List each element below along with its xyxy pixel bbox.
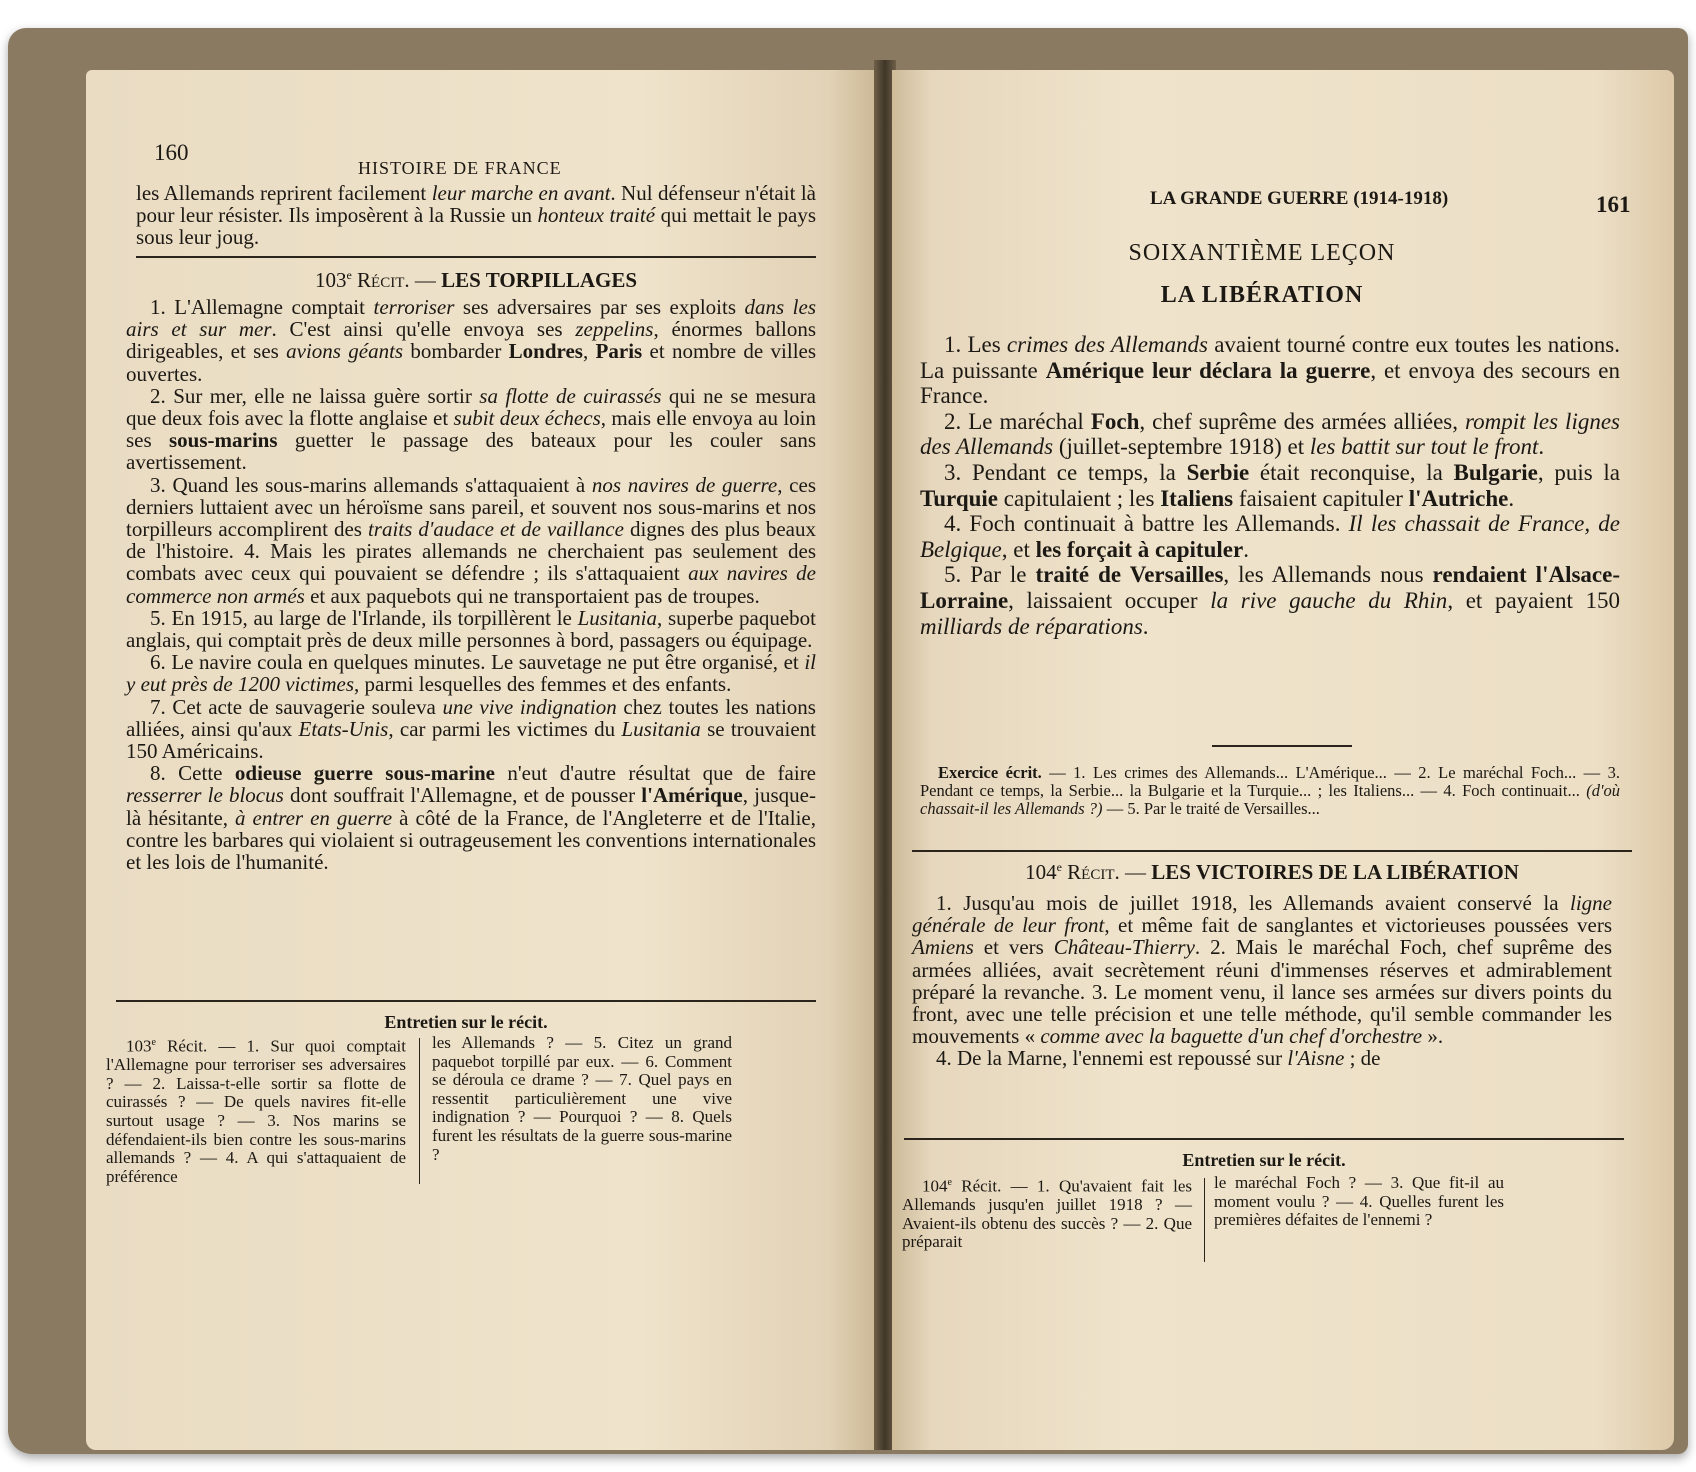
left-entretien-col2-segment: les Allemands ? — 5. Citez un grand paquebot torpillé par eux. — 6. Comment se déroula ce drame ? — 7. Quel pays en ressentit particulièrement une vive indignation ? — Pourquoi ? — 8. Quels furent les résultats de la guerre sous-marine ?	[432, 1033, 732, 1164]
right-rule-3	[904, 1138, 1624, 1140]
lesson-summary-paragraph-3	[920, 460, 1620, 511]
right-entretien-col1-segment: e	[947, 1177, 952, 1188]
lesson-summary-segment: .	[1508, 485, 1515, 511]
lesson-summary-segment: .	[1142, 613, 1149, 639]
exercice-ecrit-segment: — 5. Par le traité de Versailles...	[1102, 799, 1320, 818]
recit-103-segment: aux navires de commerce non armés	[126, 561, 816, 608]
lesson-title: SOIXANTIÈME LEÇON	[1128, 240, 1396, 266]
recit-103-segment: guetter le passage des bateaux pour les couler sans avertissement.	[126, 428, 816, 475]
exercice-ecrit-segment: (d'où chassait-il les Allemands ?)	[920, 781, 1620, 818]
recit-103-segment: dignes des plus beaux de l'histoire. 4. Mais les pirates allemands ne cherchaient pas seulement des combats avec ceux qui pouvaient se défendre ; ils s'attaquaient	[126, 517, 816, 586]
right-page-number: 161	[1596, 192, 1631, 217]
recit-103-segment: , mais elle envoya au loin ses	[126, 406, 816, 453]
recit-104-paragraph-2	[912, 1047, 1612, 1069]
right-entretien-col1-segment: 104	[922, 1176, 948, 1196]
recit-104-segment: ligne générale de leur front	[912, 891, 1612, 938]
lesson-summary-segment: la rive gauche du Rhin	[1210, 587, 1448, 613]
lesson-summary-paragraph-4	[920, 511, 1620, 562]
lesson-summary-segment: 2. Le maréchal	[944, 408, 1091, 434]
recit-103-paragraph-1	[126, 296, 816, 385]
recit-103-segment: Londres	[508, 339, 583, 364]
recit-103-segment: 1. L'Allemagne comptait	[150, 295, 374, 319]
recit-103-segment: Lusitania	[621, 716, 701, 741]
recit-104-segment: . 2. Mais le maréchal Foch, chef suprême des armées alliées, avait secrètement réuni d'immenses réserves et admirablement préparé la revanche. 3. Le moment venu, il lance ses armées sur divers points du front, avec une telle précision et une telle méthode, qu'il semble commander les mouvements «	[912, 935, 1612, 1049]
recit-103-segment: ,	[582, 339, 596, 364]
recit-103-segment: n'eut d'autre résultat que de faire	[494, 761, 817, 786]
left-intro-text-segment: les Allemands reprirent facilement	[136, 181, 432, 205]
recit-103-segment: et nombre de villes ouvertes.	[126, 339, 817, 386]
recit-103-segment: et aux paquebots qui ne transportaient pas de troupes.	[304, 583, 760, 608]
recit-104-segment: l'Aisne	[1287, 1046, 1345, 1071]
recit-103-sup: e	[346, 268, 352, 282]
left-page-number: 160	[154, 140, 189, 165]
recit-103-segment: une vive indignation	[442, 694, 617, 719]
right-entretien-col1-segment: Récit. — 1. Qu'avaient fait les Allemands jusqu'en juillet 1918 ? — Avaient-ils obtenu des succès ? — 2. Que préparait	[902, 1176, 1192, 1252]
left-entretien-col1-segment: 103	[126, 1036, 152, 1056]
recit-103-segment: dont souffrait l'Allemagne, et de pousser	[283, 783, 642, 808]
recit-104-segment: Amiens	[912, 935, 974, 960]
lesson-summary-segment: 5. Par le	[944, 562, 1036, 588]
recit-103-segment: subit deux échecs	[453, 406, 601, 431]
recit-103-segment: à entrer en guerre	[235, 805, 393, 830]
recit-104-segment: 1. Jusqu'au mois de juillet 1918, les Allemands avaient conservé la	[936, 891, 1570, 915]
lesson-summary-segment: milliards de réparations	[920, 613, 1143, 639]
left-entretien-col1	[106, 1034, 406, 1186]
recit-104-segment: , et même fait de sanglantes et victorieuses poussées vers	[1104, 913, 1612, 938]
lesson-summary-paragraph-2	[920, 409, 1620, 460]
recit-103-segment: , car parmi les victimes du	[388, 716, 622, 741]
recit-103-segment: . C'est ainsi qu'elle envoya ses	[271, 317, 576, 342]
left-intro-text	[136, 182, 816, 249]
lesson-summary-segment: Bulgarie	[1453, 459, 1538, 485]
recit-103-segment: 3. Quand les sous-marins allemands s'attaquaient à	[150, 472, 592, 497]
recit-103-word: Récit. —	[357, 268, 442, 292]
recit-104-segment: ».	[1422, 1024, 1444, 1049]
recit-103-segment: se trouvaient 150 Américains.	[126, 716, 816, 764]
recit-103-number: 103	[314, 268, 347, 292]
right-short-rule	[1212, 745, 1352, 747]
exercice-ecrit-segment: — 1. Les crimes des Allemands... L'Amérique... — 2. Le maréchal Foch... — 3. Pendant ce temps, la Serbie... la Bulgarie et la Turquie... ; les Italiens... — 4. Foch continuait...	[920, 763, 1620, 800]
recit-104-heading	[912, 860, 1632, 885]
recit-103-segment: qui ne se mesura que deux fois avec la flotte anglaise et	[126, 383, 816, 431]
recit-104-segment: Château-Thierry	[1053, 935, 1195, 960]
lesson-summary-segment: rompit les lignes des Allemands	[920, 408, 1621, 460]
left-intro-text-segment: qui mettait le pays sous leur joug.	[136, 203, 816, 250]
lesson-summary-segment: (juillet-septembre 1918) et	[1053, 434, 1310, 460]
lesson-summary-segment: , chef suprême des armées alliées,	[1139, 408, 1465, 434]
lesson-summary-segment: Foch	[1090, 408, 1140, 434]
recit-103-segment: terroriser	[373, 295, 455, 319]
recit-103-segment: chez toutes les nations alliées, ainsi qu'aux	[126, 694, 816, 741]
recit-103-segment: ses adversaires par ses exploits	[454, 295, 745, 319]
recit-103-segment: , ces derniers luttaient avec un héroïsme sans pareil, et souvent nos sous-marins et nos torpilleurs accomplirent des	[126, 472, 816, 542]
recit-103-segment: Lusitania	[577, 605, 657, 630]
left-entretien-col1-segment: e	[151, 1037, 156, 1048]
lesson-summary-segment: 4. Foch continuait à battre les Allemands.	[944, 511, 1349, 537]
left-entretien-title: Entretien sur le récit.	[384, 1012, 548, 1032]
recit-103-segment: , superbe paquebot anglais, qui comptait près de deux mille personnes à bord, passagers ou équipage.	[126, 605, 816, 653]
recit-103-segment: Paris	[595, 339, 643, 364]
recit-103-segment: dans les airs et sur mer	[126, 295, 817, 342]
right-page	[892, 70, 1674, 1450]
recit-103-segment: , jusque-là hésitante,	[126, 783, 816, 830]
recit-103-segment: sous-marins	[169, 428, 278, 453]
recit-103-segment: , énormes ballons dirigeables, et ses	[126, 317, 816, 364]
lesson-summary-segment: , et	[1001, 536, 1036, 562]
recit-104-title: LES VICTOIRES DE LA LIBÉRATION	[1151, 860, 1519, 884]
lesson-summary-segment: Amérique leur déclara la guerre	[1045, 357, 1371, 383]
lesson-summary-segment: , puis la	[1537, 459, 1620, 485]
lesson-summary-segment: , et envoya des secours en France.	[920, 357, 1620, 409]
recit-104-segment: et vers	[973, 935, 1054, 960]
right-running-title: LA GRANDE GUERRE (1914-1918)	[1150, 188, 1449, 209]
lesson-summary-segment: faisaient capituler	[1233, 485, 1409, 511]
recit-103-segment: nos navires de guerre	[591, 472, 778, 497]
left-entretien-divider	[419, 1038, 420, 1184]
lesson-summary-segment: capitulaient ; les	[998, 485, 1161, 511]
lesson-summary-segment: 3. Pendant ce temps, la	[944, 459, 1187, 485]
recit-103-paragraph-2	[126, 385, 816, 474]
lesson-summary-segment: , laissaient occuper	[1008, 587, 1211, 613]
recit-103-segment: resserrer le blocus	[126, 783, 284, 808]
right-entretien-title: Entretien sur le récit.	[1182, 1150, 1346, 1170]
recit-104-segment: 4. De la Marne, l'ennemi est repoussé sur	[936, 1046, 1288, 1071]
lesson-summary-segment: l'Autriche	[1408, 485, 1509, 511]
left-entretien-col1-segment: Récit. — 1. Sur quoi comptait l'Allemagne pour terroriser ses adversaires ? — 2. Laissa-t-elle sortir sa flotte de cuirassés ? — De quels navires fit-elle surtout usage ? — 3. Nos marins se défendaient-ils bien contre les sous-marins allemands ? — 4. A qui s'attaquaient de préférence	[106, 1036, 406, 1186]
lesson-summary-segment: avaient tourné contre eux toutes les nations. La puissante	[920, 332, 1620, 383]
lesson-summary-segment: les battit sur tout le front	[1309, 434, 1539, 460]
recit-103-segment: Etats-Unis	[298, 716, 389, 741]
lesson-summary-segment: était reconquise, la	[1249, 459, 1454, 485]
lesson-summary-paragraph-1	[920, 332, 1620, 409]
lesson-summary-segment: rendaient l'Alsace-Lorraine	[920, 562, 1620, 613]
recit-103-heading	[136, 268, 816, 293]
right-rule-2	[912, 850, 1632, 852]
lesson-summary-segment: .	[1243, 536, 1249, 562]
recit-103-segment: l'Amérique	[641, 783, 743, 808]
left-intro-text-segment: leur marche en avant	[431, 181, 611, 205]
left-rule-1	[136, 256, 816, 258]
exercice-ecrit-segment: Exercice écrit.	[938, 763, 1042, 782]
left-intro-text-segment: honteux traité	[537, 203, 656, 228]
lesson-summary	[920, 332, 1620, 639]
recit-103-segment: , parmi lesquelles des femmes et des enfants.	[354, 672, 732, 697]
left-intro-text-segment: . Nul défenseur n'était là pour leur résister. Ils imposèrent à la Russie un	[136, 181, 816, 228]
recit-104-segment: comme avec la baguette d'un chef d'orchestre	[1040, 1024, 1423, 1049]
recit-103-body	[126, 296, 816, 873]
lesson-summary-segment: .	[1538, 434, 1545, 460]
recit-103-segment: zeppelins	[575, 317, 654, 342]
recit-103-paragraph-7	[126, 762, 816, 873]
lesson-summary-segment: , et payaient 150	[1447, 587, 1620, 613]
recit-104-sup: e	[1056, 860, 1062, 874]
right-entretien-col2-segment: le maréchal Foch ? — 3. Que fit-il au moment voulu ? — 4. Quelles furent les premières défaites de l'ennemi ?	[1214, 1173, 1504, 1230]
left-running-title: HISTOIRE DE FRANCE	[358, 158, 562, 178]
recit-103-paragraph-3	[126, 474, 816, 607]
lesson-summary-segment: , les Allemands nous	[1223, 562, 1433, 588]
recit-103-segment: à côté de la France, de l'Angleterre et de l'Italie, contre les barbares qui violaient si outrageusement les conventions internationales et les lois de l'humanité.	[126, 805, 816, 875]
recit-103-paragraph-6	[126, 696, 816, 763]
recit-103-segment: 2. Sur mer, elle ne laissa guère sortir	[150, 383, 480, 408]
recit-103-segment: bombarder	[403, 339, 509, 364]
recit-103-segment: odieuse guerre sous-marine	[234, 761, 495, 786]
left-page	[86, 70, 876, 1450]
lesson-subtitle: LA LIBÉRATION	[1160, 282, 1364, 308]
recit-103-paragraph-5	[126, 651, 816, 695]
right-entretien-col2	[1214, 1174, 1504, 1230]
recit-103-segment: il y eut près de 1200 victimes	[126, 650, 816, 697]
recit-103-segment: sa flotte de cuirassés	[479, 383, 662, 408]
recit-104-segment: ; de	[1344, 1046, 1381, 1071]
recit-103-paragraph-4	[126, 607, 816, 651]
lesson-summary-segment: Il les chassait de France, de Belgique	[920, 511, 1620, 562]
lesson-summary-segment: les forçait à capituler	[1035, 536, 1244, 562]
right-entretien-divider	[1204, 1178, 1205, 1262]
lesson-summary-segment: Serbie	[1186, 459, 1250, 485]
lesson-summary-segment: Italiens	[1160, 485, 1234, 511]
recit-103-segment: 8. Cette	[150, 761, 235, 786]
recit-103-segment: 5. En 1915, au large de l'Irlande, ils torpillèrent le	[150, 605, 578, 630]
right-entretien-col1	[902, 1174, 1192, 1252]
lesson-summary-segment: crimes des Allemands	[1006, 332, 1208, 357]
lesson-summary-segment: traité de Versailles	[1035, 562, 1224, 588]
recit-103-segment: 6. Le navire coula en quelques minutes. Le sauvetage ne put être organisé, et	[150, 650, 805, 675]
recit-104-body	[912, 892, 1612, 1070]
lesson-summary-segment: Turquie	[920, 485, 998, 511]
recit-103-segment: traits d'audace et de vaillance	[367, 517, 624, 542]
lesson-summary-segment: 1. Les	[944, 332, 1007, 357]
recit-103-segment: avions géants	[286, 339, 404, 364]
lesson-summary-paragraph-5	[920, 562, 1620, 639]
recit-104-paragraph-1	[912, 892, 1612, 1047]
exercice-ecrit	[920, 764, 1620, 818]
left-rule-2	[116, 1000, 816, 1002]
recit-103-title: LES TORPILLAGES	[441, 268, 638, 292]
recit-104-number: 104	[1025, 860, 1057, 884]
recit-104-word: Récit. —	[1067, 860, 1152, 884]
recit-103-segment: 7. Cet acte de sauvagerie souleva	[150, 694, 443, 719]
left-entretien-col2	[432, 1034, 732, 1164]
